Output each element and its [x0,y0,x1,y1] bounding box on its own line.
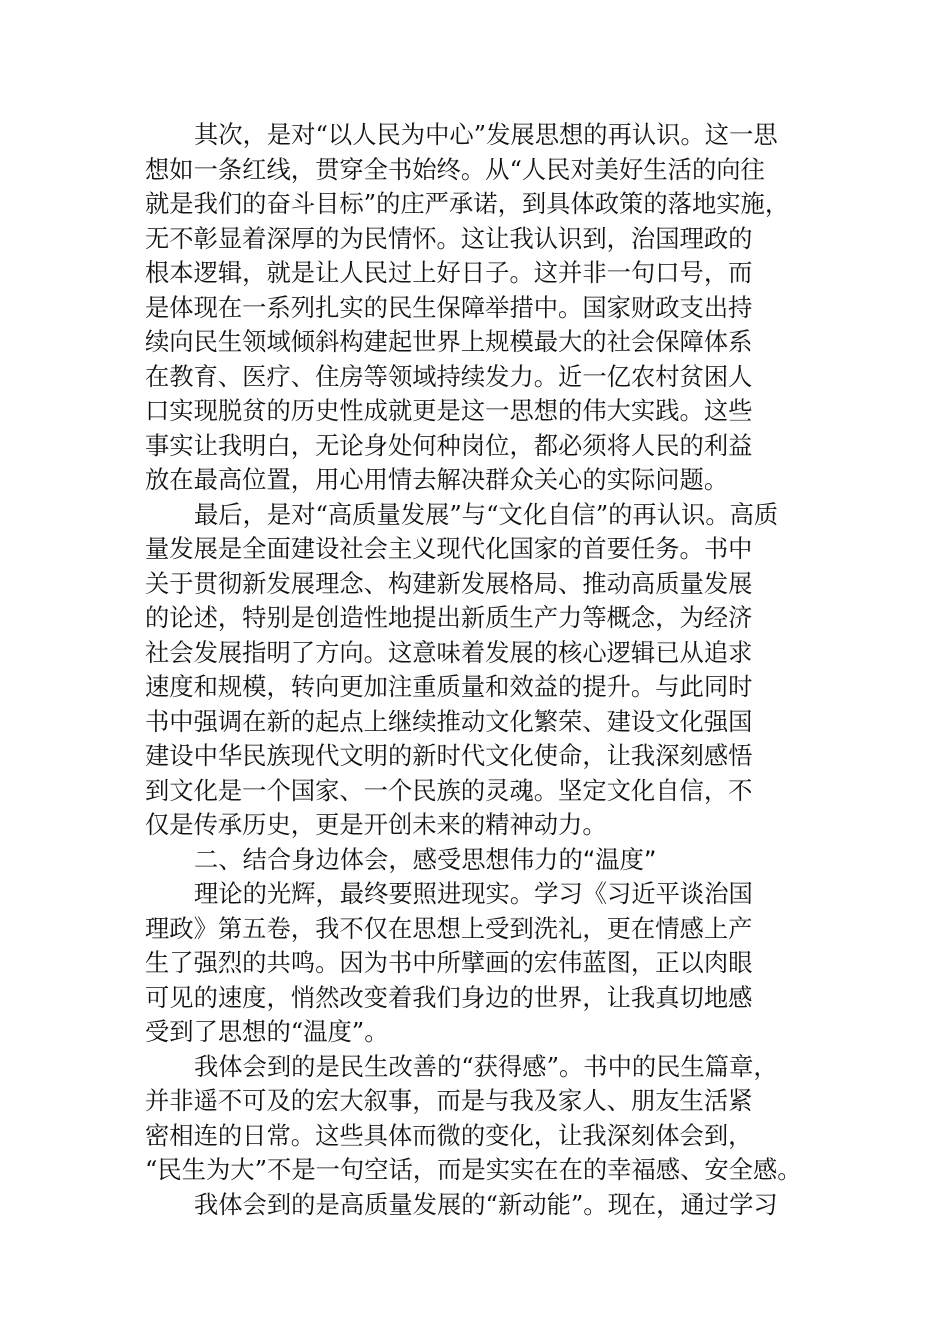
text-line: 就是我们的奋斗目标”的庄严承诺，到具体政策的落地实施， [145,189,790,218]
text-line: 在教育、医疗、住房等领域持续发力。近一亿农村贫困人 [145,361,753,391]
body-text [145,118,835,1222]
text-line: 生了强烈的共鸣。因为书中所擘画的宏伟蓝图，正以肉眼 [145,948,753,977]
text-line: 口实现脱贫的历史性成就更是这一思想的伟大实践。这些 [145,396,753,425]
text-line: 速度和规模，转向更加注重质量和效益的提升。与此同时 [145,672,753,701]
text-line: 仅是传承历史，更是开创未来的精神动力。 [145,810,607,839]
text-line: 续向民生领域倾斜构建起世界上规模最大的社会保障体系 [145,327,753,356]
text-line: 量发展是全面建设社会主义现代化国家的首要任务。书中 [145,534,753,563]
text-line: “民生为大”不是一句空话，而是实实在在的幸福感、安全感。 [145,1155,802,1184]
text-line: 事实让我明白，无论身处何种岗位，都必须将人民的利益 [145,430,753,460]
text-line: 我体会到的是民生改善的“获得感”。书中的民生篇章， [194,1051,778,1081]
text-line: 可见的速度，悄然改变着我们身边的世界，让我真切地感 [145,982,753,1012]
text-line: 理论的光辉，最终要照进现实。学习《习近平谈治国 [194,879,753,908]
text-line: 到文化是一个国家、一个民族的灵魂。坚定文化自信，不 [145,775,753,805]
text-line: 密相连的日常。这些具体而微的变化，让我深刻体会到， [145,1120,753,1150]
text-line: 社会发展指明了方向。这意味着发展的核心逻辑已从追求 [145,637,753,667]
text-line: 放在最高位置，用心用情去解决群众关心的实际问题。 [145,465,729,494]
section-heading: 二、结合身边体会，感受思想伟力的“温度” [194,844,657,874]
text-line: 的论述，特别是创造性地提出新质生产力等概念，为经济 [145,603,753,632]
text-line: 书中强调在新的起点上继续推动文化繁荣、建设文化强国 [145,706,753,736]
text-line: 最后，是对“高质量发展”与“文化自信”的再认识。高质 [194,499,779,529]
text-line: 关于贯彻新发展理念、构建新发展格局、推动高质量发展 [145,568,753,598]
text-line: 理政》第五卷，我不仅在思想上受到洗礼，更在情感上产 [145,913,753,943]
text-line: 想如一条红线，贯穿全书始终。从“人民对美好生活的向往 [145,154,765,184]
text-line: 无不彰显着深厚的为民情怀。这让我认识到，治国理政的 [145,223,753,253]
text-line: 建设中华民族现代文明的新时代文化使命，让我深刻感悟 [145,741,753,770]
text-line: 其次，是对“以人民为中心”发展思想的再认识。这一思 [194,120,778,149]
text-line: 是体现在一系列扎实的民生保障举措中。国家财政支出持 [145,292,753,322]
text-line: 并非遥不可及的宏大叙事，而是与我及家人、朋友生活紧 [145,1086,753,1115]
text-line: 受到了思想的“温度”。 [145,1017,389,1046]
text-line: 根本逻辑，就是让人民过上好日子。这并非一句口号，而 [145,258,753,287]
text-line: 我体会到的是高质量发展的“新动能”。现在，通过学习 [194,1189,778,1219]
